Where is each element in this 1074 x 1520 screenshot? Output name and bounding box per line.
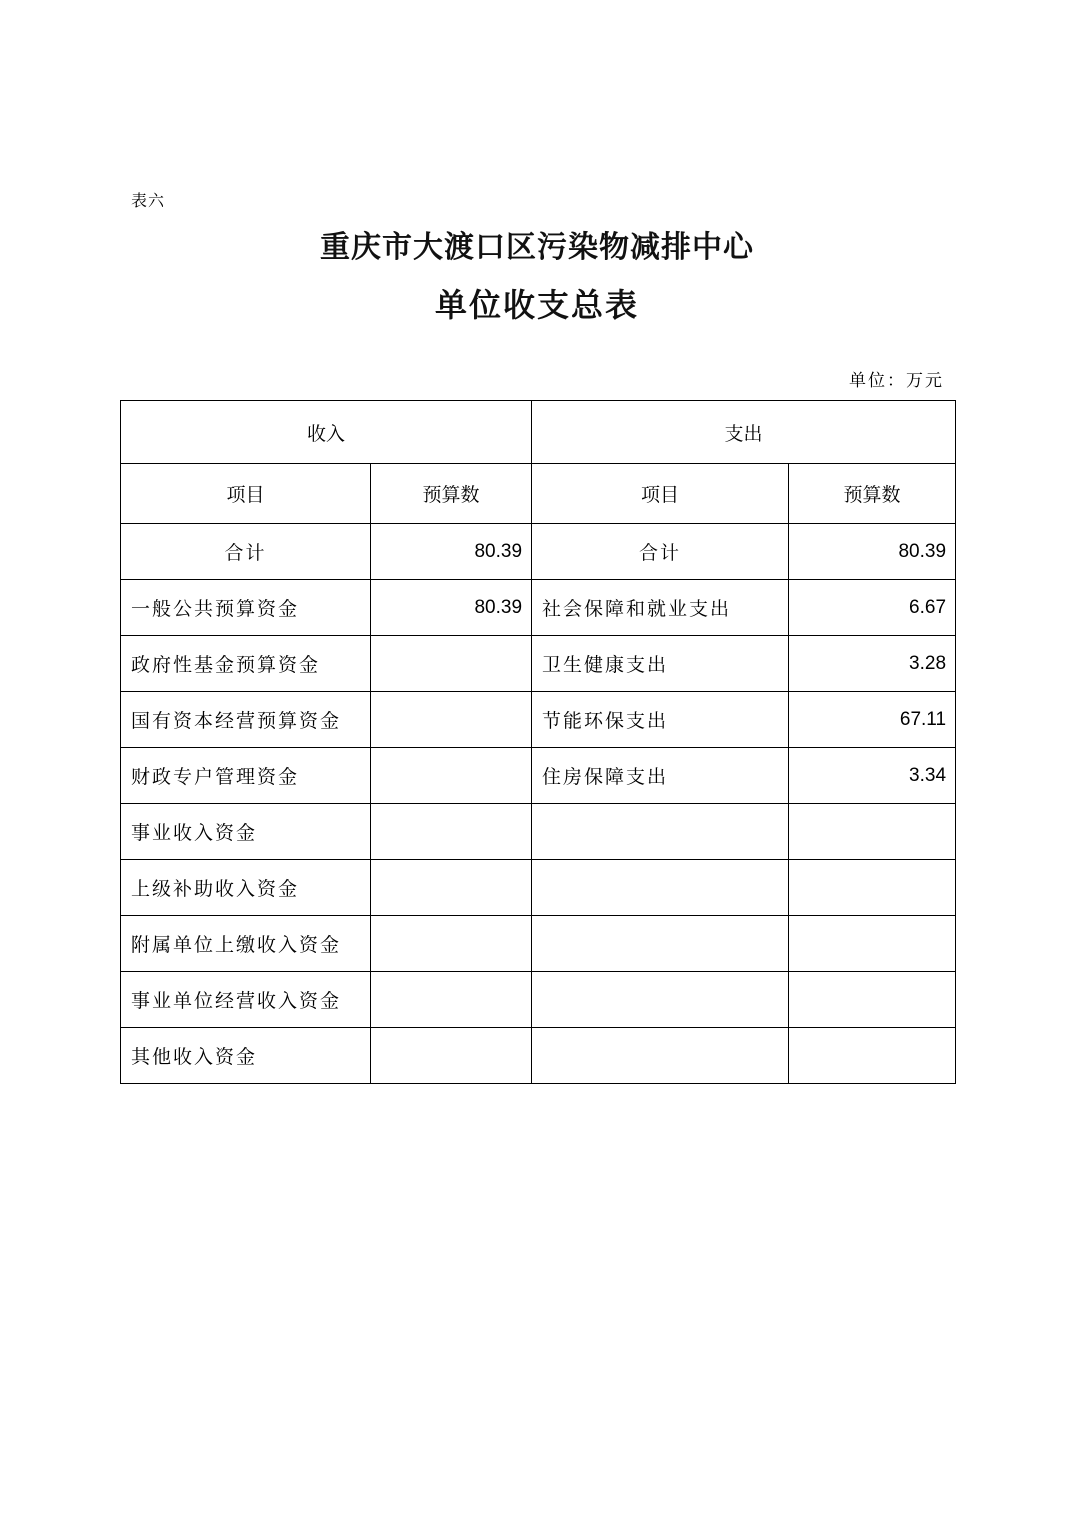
expense-value <box>789 1028 956 1084</box>
income-item: 附属单位上缴收入资金 <box>121 916 371 972</box>
expense-item: 节能环保支出 <box>532 692 789 748</box>
income-item: 财政专户管理资金 <box>121 748 371 804</box>
expense-value <box>789 804 956 860</box>
income-item-header: 项目 <box>121 464 371 524</box>
expense-item: 住房保障支出 <box>532 748 789 804</box>
expense-total-value: 80.39 <box>789 524 956 580</box>
expense-value: 3.28 <box>789 636 956 692</box>
expense-item <box>532 972 789 1028</box>
expense-value <box>789 916 956 972</box>
expense-item <box>532 1028 789 1084</box>
unit-label: 单位：万元 <box>849 371 944 391</box>
table-row <box>121 916 956 972</box>
expense-budget-header: 预算数 <box>789 464 956 524</box>
expense-value <box>789 972 956 1028</box>
income-total-value: 80.39 <box>371 524 532 580</box>
document-title: 重庆市大渡口区污染物减排中心 <box>320 230 754 265</box>
income-value: 80.39 <box>371 580 532 636</box>
group-header-row <box>121 401 956 464</box>
income-value <box>371 804 532 860</box>
expense-value: 67.11 <box>789 692 956 748</box>
income-value <box>371 860 532 916</box>
expense-value: 3.34 <box>789 748 956 804</box>
income-value <box>371 692 532 748</box>
table-row <box>121 804 956 860</box>
expense-header: 支出 <box>532 401 956 464</box>
income-item: 政府性基金预算资金 <box>121 636 371 692</box>
table-row <box>121 748 956 804</box>
expense-item-header: 项目 <box>532 464 789 524</box>
budget-table <box>120 400 956 1084</box>
income-value <box>371 748 532 804</box>
total-row <box>121 524 956 580</box>
expense-item <box>532 916 789 972</box>
expense-item <box>532 860 789 916</box>
expense-item: 卫生健康支出 <box>532 636 789 692</box>
table-row <box>121 636 956 692</box>
income-item: 其他收入资金 <box>121 1028 371 1084</box>
income-value <box>371 1028 532 1084</box>
income-total-label: 合计 <box>121 524 371 580</box>
expense-item <box>532 804 789 860</box>
table-label: 表六 <box>131 191 166 210</box>
income-item: 国有资本经营预算资金 <box>121 692 371 748</box>
income-item: 事业收入资金 <box>121 804 371 860</box>
table-row <box>121 860 956 916</box>
table-row <box>121 972 956 1028</box>
document-subtitle: 单位收支总表 <box>434 286 639 324</box>
income-header: 收入 <box>121 401 532 464</box>
table-row <box>121 580 956 636</box>
expense-value: 6.67 <box>789 580 956 636</box>
income-value <box>371 916 532 972</box>
income-budget-header: 预算数 <box>371 464 532 524</box>
income-item: 上级补助收入资金 <box>121 860 371 916</box>
column-header-row <box>121 464 956 524</box>
expense-total-label: 合计 <box>532 524 789 580</box>
expense-item: 社会保障和就业支出 <box>532 580 789 636</box>
income-item: 事业单位经营收入资金 <box>121 972 371 1028</box>
income-value <box>371 636 532 692</box>
table-row <box>121 1028 956 1084</box>
income-value <box>371 972 532 1028</box>
expense-value <box>789 860 956 916</box>
table-row <box>121 692 956 748</box>
income-item: 一般公共预算资金 <box>121 580 371 636</box>
